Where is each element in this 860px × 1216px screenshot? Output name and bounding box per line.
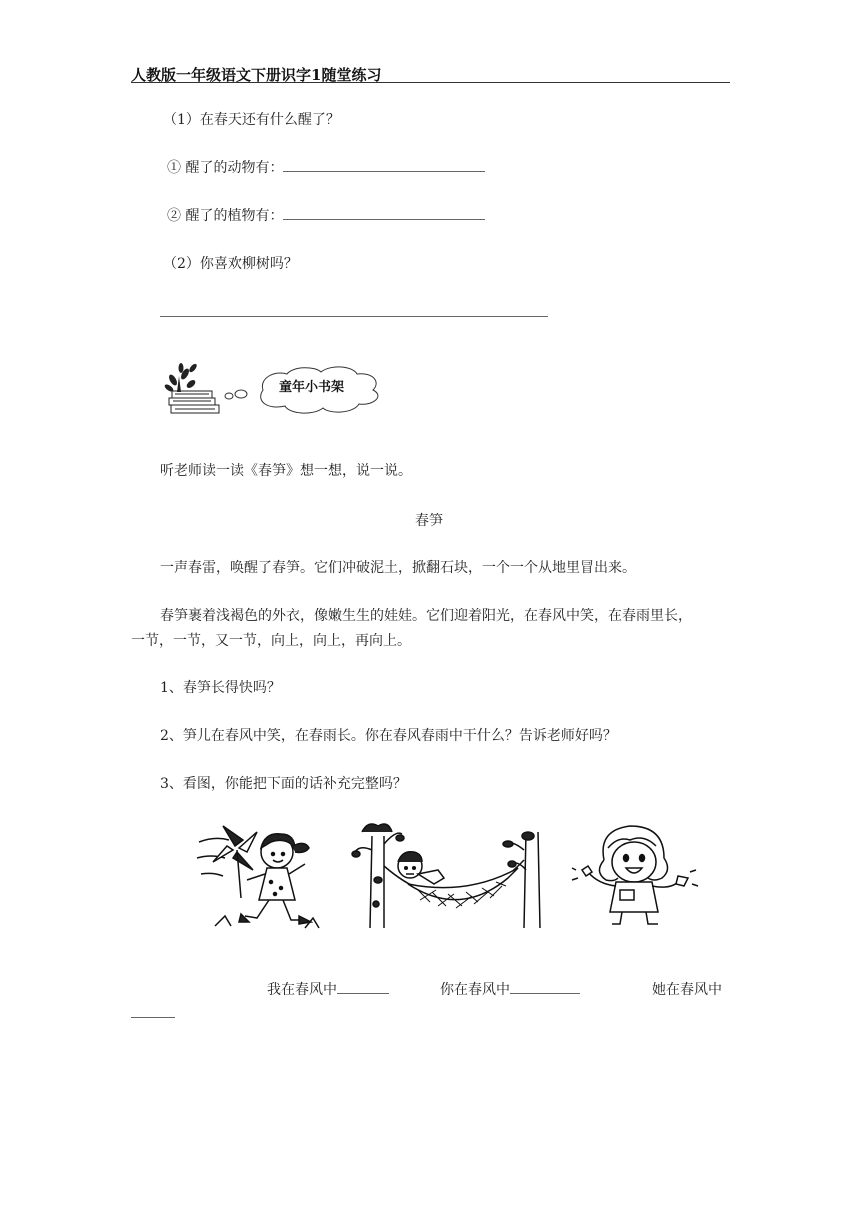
question-item: 3、看图，你能把下面的话补充完整吗？ [160, 776, 407, 792]
question-1: （1）在春天还有什么醒了？ [163, 112, 340, 128]
bookshelf-label: 童年小书架 [279, 380, 345, 395]
question-item: 1、春笋长得快吗？ [160, 680, 281, 696]
fill-in-sentence-1-text: 我在春风中 [267, 982, 337, 998]
boy-in-hammock-icon [348, 820, 548, 930]
page-title: 人教版一年级语文下册识字1随堂练习 [131, 66, 382, 84]
answer-line-willow[interactable] [160, 316, 548, 317]
fill-in-sentence-3: 她在春风中 [652, 982, 722, 998]
fill-in-blank-2[interactable] [510, 979, 580, 994]
question-2: （2）你喜欢柳树吗？ [163, 256, 298, 272]
fill-in-blank-3[interactable] [131, 1017, 175, 1018]
question-1b [167, 205, 485, 225]
answer-blank-animals[interactable] [283, 157, 485, 172]
fill-in-sentence-2-text: 你在春风中 [440, 982, 510, 998]
question-1b-label: ② 醒了的植物有： [167, 208, 284, 224]
reading-paragraph-2-line-2: 一节，一节，又一节，向上，向上，再向上。 [131, 633, 411, 649]
fill-in-sentence-2 [440, 979, 580, 999]
reading-paragraph-1: 一声春雷，唤醒了春笋。它们冲破泥土，掀翻石块，一个一个从地里冒出来。 [160, 560, 636, 576]
header-divider [131, 82, 730, 83]
answer-blank-plants[interactable] [283, 205, 485, 220]
girl-with-pinwheel-icon [195, 818, 325, 933]
fill-in-sentence-1 [267, 979, 389, 999]
reading-title: 春笋 [415, 513, 443, 529]
fill-in-blank-1[interactable] [337, 979, 389, 994]
question-item: 2、笋儿在春风中笑，在春雨长。你在春风春雨中干什么？告诉老师好吗？ [160, 728, 617, 744]
bookshelf-badge [163, 362, 403, 422]
reading-paragraph-2-line-1: 春笋裹着浅褐色的外衣，像嫩生生的娃娃。它们迎着阳光，在春风中笑，在春雨里长， [160, 608, 692, 624]
question-1a [167, 157, 485, 177]
question-1a-label: ① 醒了的动物有： [167, 160, 284, 176]
waving-girl-icon [568, 820, 703, 930]
reading-instruction: 听老师读一读《春笋》想一想，说一说。 [160, 463, 412, 479]
